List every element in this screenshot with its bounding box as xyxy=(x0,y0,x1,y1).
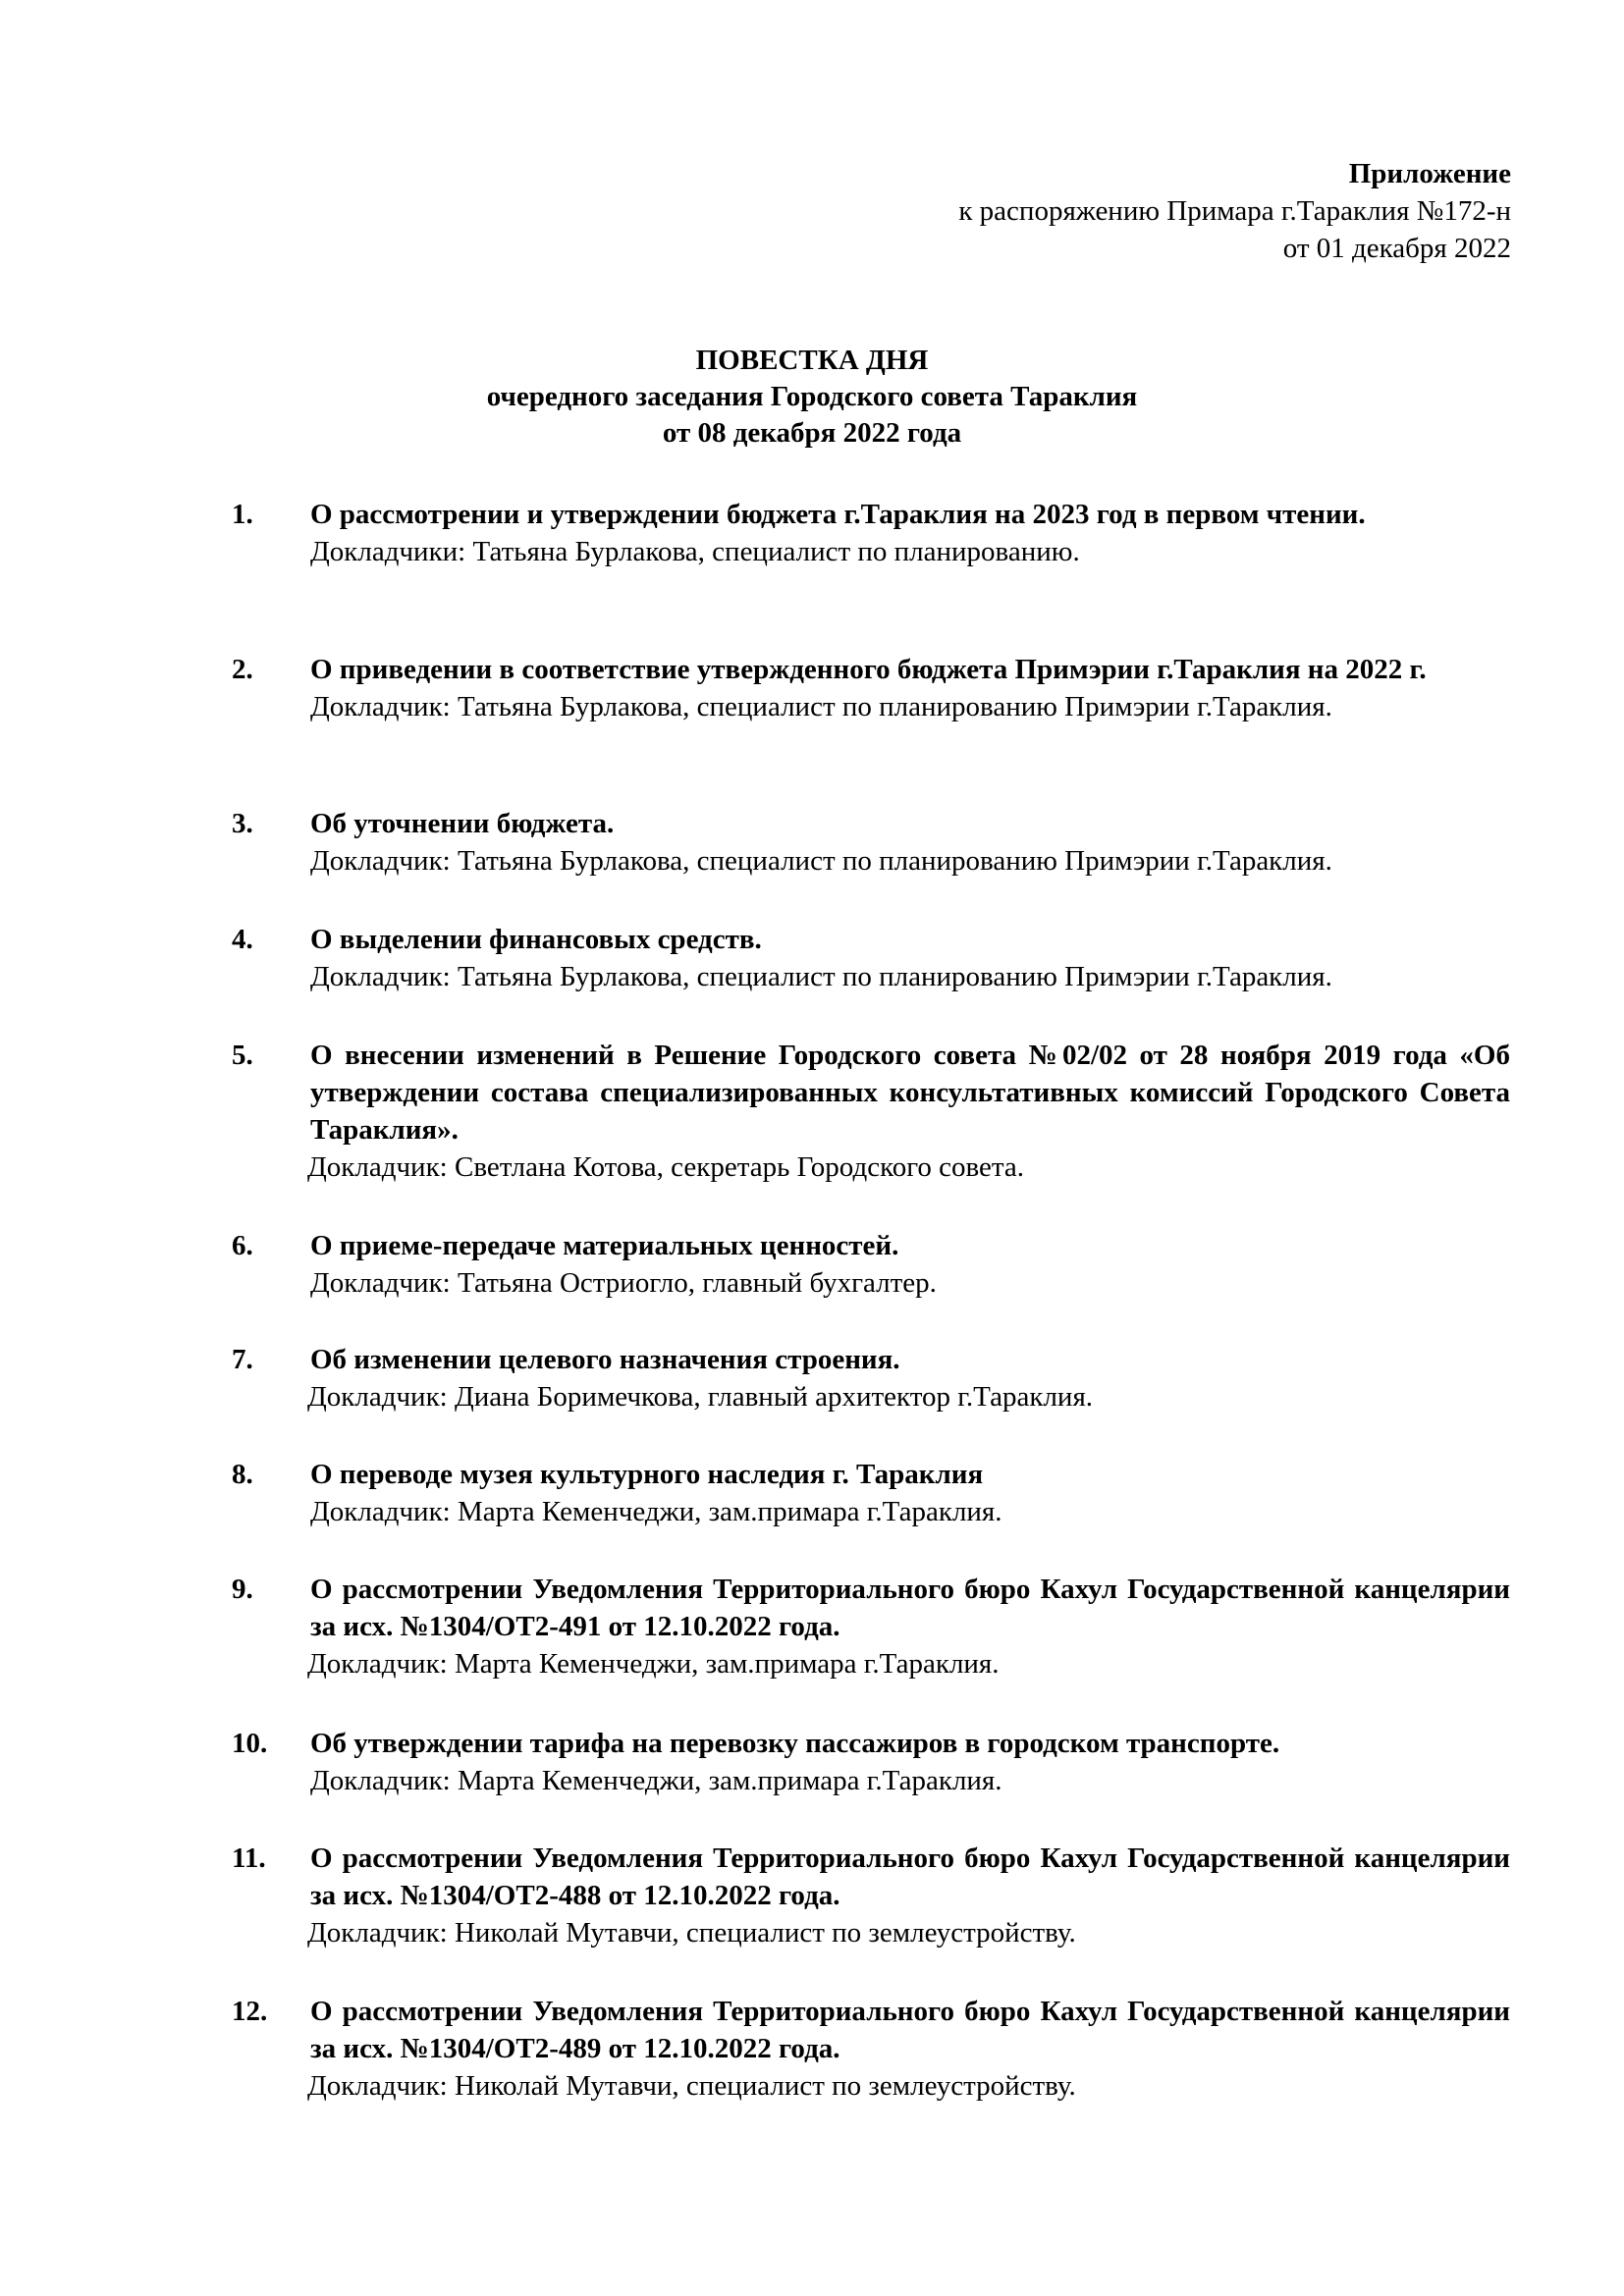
appendix-order-line: к распоряжению Примара г.Тараклия №172-н xyxy=(958,195,1511,227)
appendix-title: Приложение xyxy=(1348,158,1511,189)
agenda-item-number: 7. xyxy=(232,1344,253,1375)
agenda-item-title: О внесении изменений в Решение Городского совета №02/02 от 28 ноября 2019 года «Об утверждении состава специализированных консультативных комиссий Городского Совета Тараклия». xyxy=(310,1040,1510,1146)
agenda-item-speaker: Докладчик: Николай Мутавчи, специалист по землеустройству. xyxy=(307,1917,1076,1949)
agenda-item-number: 12. xyxy=(232,1996,268,2027)
agenda-item-speaker: Докладчик: Николай Мутавчи, специалист по землеустройству. xyxy=(307,2070,1076,2102)
agenda-item-speaker: Докладчик: Светлана Котова, секретарь Городского совета. xyxy=(307,1151,1025,1183)
agenda-item-number: 4. xyxy=(232,924,253,955)
agenda-item-title: Об изменении целевого назначения строения. xyxy=(310,1344,900,1375)
agenda-item-title: О рассмотрении и утверждении бюджета г.Тараклия на 2023 год в первом чтении. xyxy=(310,499,1366,530)
agenda-item-title: О рассмотрении Уведомления Территориального бюро Кахул Государственной канцелярии за исх. №1304/ОТ2-489 от 12.10.2022 года. xyxy=(310,1996,1510,2064)
agenda-heading xyxy=(0,343,1624,452)
appendix-date-line: от 01 декабря 2022 xyxy=(1282,233,1511,264)
agenda-item-speaker: Докладчик: Марта Кеменчеджи, зам.примара г.Тараклия. xyxy=(310,1765,1002,1796)
agenda-item-number: 5. xyxy=(232,1040,253,1071)
agenda-item-number: 1. xyxy=(232,499,253,530)
agenda-item-title: О рассмотрении Уведомления Территориального бюро Кахул Государственной канцелярии за исх. №1304/ОТ2-488 от 12.10.2022 года. xyxy=(310,1842,1510,1911)
agenda-item-speaker: Докладчики: Татьяна Бурлакова, специалист по планированию. xyxy=(310,536,1080,567)
agenda-item-speaker: Докладчик: Марта Кеменчеджи, зам.примара г.Тараклия. xyxy=(310,1496,1002,1527)
agenda-item-7 xyxy=(232,1341,1510,1415)
agenda-item-6 xyxy=(232,1227,1510,1302)
heading-title: ПОВЕСТКА ДНЯ xyxy=(695,345,929,376)
agenda-item-title: Об утверждении тарифа на перевозку пассажиров в городском транспорте. xyxy=(310,1728,1280,1759)
agenda-item-speaker: Докладчик: Татьяна Бурлакова, специалист по планированию Примэрии г.Тараклия. xyxy=(310,845,1332,877)
agenda-item-12 xyxy=(232,1993,1510,2105)
agenda-item-title: О приеме-передаче материальных ценностей. xyxy=(310,1230,899,1261)
agenda-item-number: 3. xyxy=(232,808,253,839)
agenda-item-speaker: Докладчик: Марта Кеменчеджи, зам.примара г.Тараклия. xyxy=(307,1648,1000,1680)
agenda-item-1 xyxy=(232,496,1510,570)
agenda-item-number: 9. xyxy=(232,1574,253,1605)
agenda-item-speaker: Докладчик: Диана Боримечкова, главный архитектор г.Тараклия. xyxy=(307,1381,1094,1413)
agenda-item-number: 8. xyxy=(232,1459,253,1490)
appendix-block xyxy=(958,155,1511,267)
agenda-item-2 xyxy=(232,651,1510,725)
agenda-item-title: Об уточнении бюджета. xyxy=(310,808,615,839)
agenda-item-4 xyxy=(232,921,1510,995)
agenda-item-5 xyxy=(232,1037,1510,1186)
agenda-item-title: О приведении в соответствие утвержденного бюджета Примэрии г.Тараклия на 2022 г. xyxy=(310,654,1427,685)
agenda-item-number: 6. xyxy=(232,1230,253,1261)
agenda-item-title: О рассмотрении Уведомления Территориального бюро Кахул Государственной канцелярии за исх. №1304/ОТ2-491 от 12.10.2022 года. xyxy=(310,1574,1510,1642)
agenda-item-11 xyxy=(232,1840,1510,1951)
agenda-item-number: 10. xyxy=(232,1728,268,1759)
agenda-item-10 xyxy=(232,1725,1510,1799)
agenda-item-speaker: Докладчик: Татьяна Бурлакова, специалист по планированию Примэрии г.Тараклия. xyxy=(310,691,1332,722)
agenda-item-title: О выделении финансовых средств. xyxy=(310,924,762,955)
agenda-item-9 xyxy=(232,1571,1510,1682)
agenda-item-speaker: Докладчик: Татьяна Бурлакова, специалист по планированию Примэрии г.Тараклия. xyxy=(310,961,1332,992)
agenda-item-8 xyxy=(232,1456,1510,1530)
heading-subtitle: очередного заседания Городского совета Тараклия xyxy=(486,381,1138,412)
agenda-item-title: О переводе музея культурного наследия г. Тараклия xyxy=(310,1459,984,1490)
agenda-item-3 xyxy=(232,805,1510,880)
agenda-item-speaker: Докладчик: Татьяна Остриогло, главный бухгалтер. xyxy=(310,1267,937,1299)
agenda-item-number: 2. xyxy=(232,654,253,685)
agenda-item-number: 11. xyxy=(232,1842,266,1874)
heading-date: от 08 декабря 2022 года xyxy=(662,417,962,449)
